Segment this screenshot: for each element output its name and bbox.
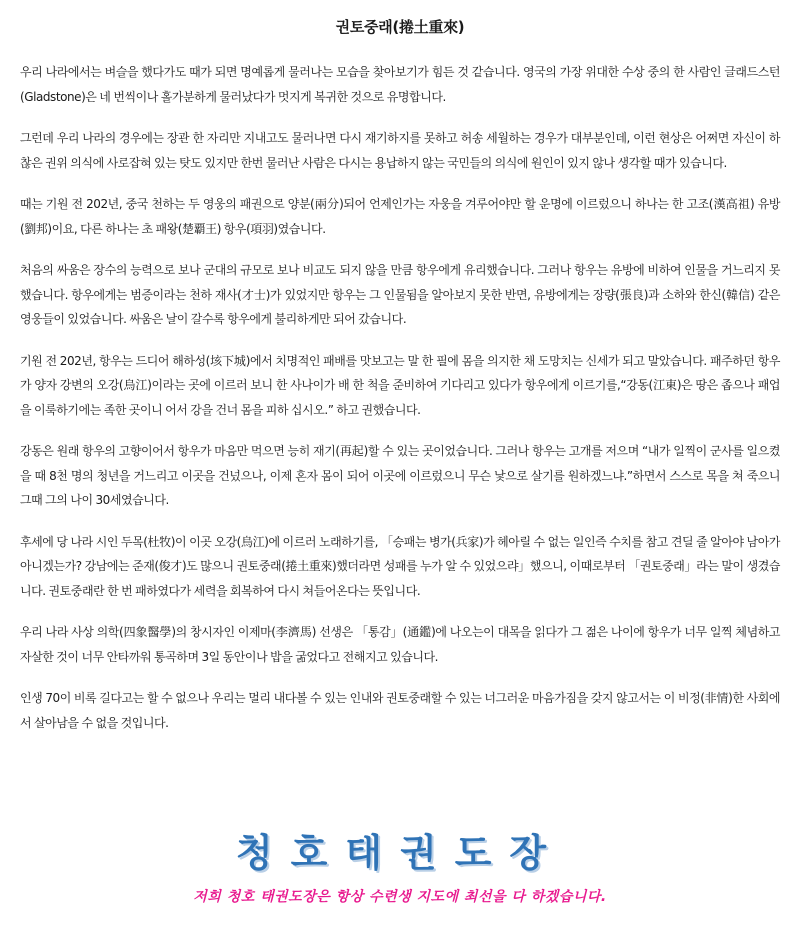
paragraph-4: 처음의 싸움은 장수의 능력으로 보나 군대의 규모로 보나 비교도 되지 않을 만큼 항우에게 유리했습니다. 그러나 항우는 유방에 비하여 인물을 거느리지 못했습니다. 항우에게는 범증이라는 천하 재사(才士)가 있었지만 항우는 그 인물됨을 알아보지 못한 반면, 유방에게는 장량(張良)과 소하와 한신(韓信) 같은 영웅들이 있었습니다. 싸움은 날이 갈수록 항우에게 불리하게만 되어 갔습니다. xyxy=(20,263,780,326)
paragraph-3: 때는 기원 전 202년, 중국 천하는 두 영웅의 패권으로 양분(兩分)되어 언제인가는 자웅을 겨루어야만 할 운명에 이르렀으니 하나는 한 고조(漢高祖) 유방(劉邦)이요, 다른 하나는 초 패왕(楚覇王) 항우(項羽)였습니다. xyxy=(20,197,780,236)
paragraph-8: 우리 나라 사상 의학(四象醫學)의 창시자인 이제마(李濟馬) 선생은 「통감」(通鑑)에 나오는이 대목을 읽다가 그 젊은 나이에 항우가 너무 일찍 체념하고 자살한 것이 너무 안타까워 통곡하며 3일 동안이나 밥을 굶었다고 전해지고 있습니다. xyxy=(20,625,780,664)
paragraph-5: 기원 전 202년, 항우는 드디어 해하성(垓下城)에서 치명적인 패배를 맛보고는 말 한 필에 몸을 의지한 채 도망치는 신세가 되고 말았습니다. 패주하던 항우가 양자 강변의 오강(烏江)이라는 곳에 이르러 보니 한 사나이가 배 한 척을 준비하여 기다리고 있다가 항우에게 이르기를,“강동(江東)은 땅은 좁으나 패업을 이룩하기에는 족한 곳이니 어서 강을 건너 몸을 피하 십시오.” 하고 권했습니다. xyxy=(20,353,780,417)
document-body xyxy=(20,60,780,752)
paragraph-2: 그런데 우리 나라의 경우에는 장관 한 자리만 지내고도 물러나면 다시 재기하지를 못하고 허송 세월하는 경우가 대부분인데, 이런 현상은 어쩌면 자신이 하찮은 권위 의식에 사로잡혀 있는 탓도 있지만 한번 물러난 사람은 다시는 용납하지 않는 국민들의 의식에 원인이 있지 않나 생각할 때가 있습니다. xyxy=(20,131,780,170)
paragraph-7: 후세에 당 나라 시인 두목(杜牧)이 이곳 오강(烏江)에 이르러 노래하기를, 「승패는 병가(兵家)가 헤아릴 수 없는 일인즉 수치를 참고 견딜 줄 알아야 남아가 아니겠는가? 강남에는 준재(俊才)도 많으니 권토중래(捲土重來)했더라면 성패를 누가 알 수 있었으랴」했으니, 이때로부터 「권토중래」라는 말이 생겼습니다. 권토중래란 한 번 패하였다가 세력을 회복하여 다시 쳐들어온다는 뜻입니다. xyxy=(20,534,780,598)
dojang-slogan: 저희 청호 태권도장은 항상 수련생 지도에 최선을 다 하겠습니다. xyxy=(193,889,607,905)
paragraph-1: 우리 나라에서는 벼슬을 했다가도 때가 되면 명예롭게 물러나는 모습을 찾아보기가 힘든 것 같습니다. 영국의 가장 위대한 수상 중의 한 사람인 글래드스턴(Gladstone)은 네 번씩이나 홀가분하게 물러났다가 멋지게 복귀한 것으로 유명합니다. xyxy=(20,65,780,104)
paragraph-6: 강동은 원래 항우의 고향이어서 항우가 마음만 먹으면 능히 재기(再起)할 수 있는 곳이었습니다. 그러나 항우는 고개를 저으며 “내가 일찍이 군사를 일으켰을 때 8천 명의 청년을 거느리고 이곳을 건넜으나, 이제 혼자 몸이 되어 이곳에 이르렀으니 무슨 낯으로 살기를 원하겠느냐.”하면서 스스로 목을 쳐 죽으니 그때 그의 나이 30세였습니다. xyxy=(20,444,781,507)
dojang-brand-logo: 청호태권도장 xyxy=(235,831,565,875)
document-title: 권토중래(捲土重來) xyxy=(335,18,465,36)
paragraph-9: 인생 70이 비록 길다고는 할 수 없으나 우리는 멀리 내다볼 수 있는 인내와 권토중래할 수 있는 너그러운 마음가짐을 갖지 않고서는 이 비정(非情)한 사회에서 살아남을 수 없을 것입니다. xyxy=(20,691,780,730)
